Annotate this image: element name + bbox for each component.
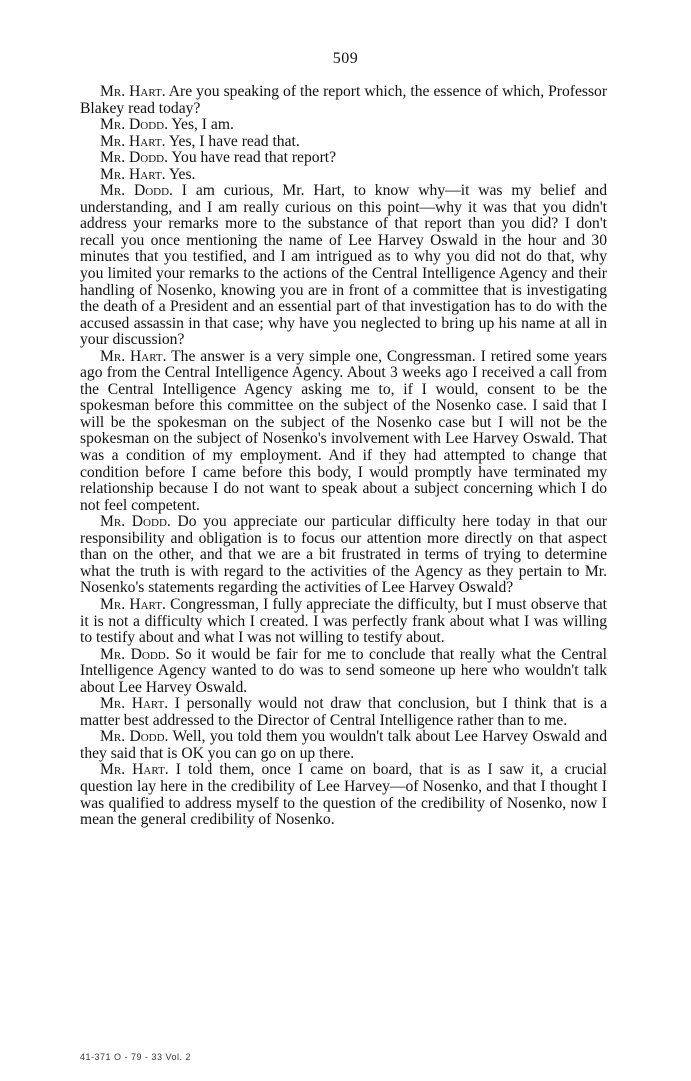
transcript-paragraph [80,167,607,184]
speaker-name: Mr. Dodd. [100,182,173,200]
speech-text: Yes. [165,165,196,183]
speaker-name: Mr. Hart. [100,132,166,150]
transcript-paragraph [80,349,607,514]
testimony-transcript [80,84,607,829]
speaker-name: Mr. Dodd. [100,513,171,531]
transcript-paragraph [80,647,607,697]
speech-text: Well, you told them you wouldn't talk about Lee Harvey Oswald and they said that is OK you can go on up there. [80,728,607,762]
speaker-name: Mr. Dodd. [100,149,168,167]
speech-text: Are you speaking of the report which, the essence of which, Professor Blakey read today? [80,83,608,117]
transcript-paragraph [80,134,607,151]
speech-text: I told them, once I came on board, that is as I saw it, a crucial question lay here in the credibility of Lee Harvey—of Nosenko, and that I thought I was qualified to address myself to the question of the credibility of Nosenko, now I mean the general credibility of Nosenko. [80,761,608,829]
speaker-name: Mr. Hart. [100,695,169,713]
speech-text: Yes, I have read that. [165,132,300,150]
transcript-paragraph [80,117,607,134]
speaker-name: Mr. Hart. [100,165,166,183]
transcript-paragraph [80,514,607,597]
transcript-paragraph [80,762,607,828]
speech-text: Congressman, I fully appreciate the difficulty, but I must observe that it is not a difficulty which I created. I was perfectly frank about what I was willing to testify about and what I was not willing to testify about. [80,595,607,647]
transcript-paragraph [80,84,607,117]
speech-text: You have read that report? [168,149,337,167]
print-code: 41-371 O - 79 - 33 Vol. 2 [80,1052,192,1062]
transcript-paragraph [80,597,607,647]
page-number: 509 [332,50,359,67]
speaker-name: Mr. Dodd. [100,645,170,663]
speaker-name: Mr. Dodd. [100,728,169,746]
speaker-name: Mr. Hart. [100,347,167,365]
transcript-paragraph [80,150,607,167]
speech-text: I am curious, Mr. Hart, to know why—it was my belief and understanding, and I am really curious on this point—why it was that you didn't address your remarks more to the substance of that report than you did? I don't recall you once mentioning the name of Lee Harvey Oswald in the hour and 30 minutes that you testified, and I am intrigued as to why you did not do that, why you limited your remarks to the actions of the Central Intelligence Agency and their handling of Nosenko, knowing you are in front of a committee that is investigating the death of a President and an essential part of that investigation has to do with the accused assassin in that case; why have you neglected to bring up his name at all in your discussion? [80,182,607,349]
speaker-name: Mr. Hart. [100,761,169,779]
speech-text: Yes, I am. [168,116,234,134]
speech-text: So it would be fair for me to conclude that really what the Central Intelligence Agency wanted to do was to send someone up here who wouldn't talk about Lee Harvey Oswald. [80,645,607,696]
transcript-paragraph [80,729,607,762]
transcript-paragraph [80,183,607,348]
speech-text: I personally would not draw that conclusion, but I think that is a matter best addressed to the Director of Central Intelligence rather than to me. [80,695,607,729]
speaker-name: Mr. Hart. [100,83,166,100]
speech-text: Do you appreciate our particular difficulty here today in that our responsibility and obligation is to focus our attention more directly on that aspect than on the other, and that we are a bit frustrated in terms of trying to determine what the truth is with regard to the activities of the Agency as they pertain to Mr. Nosenko's statements regarding the activities of Lee Harvey Oswald? [80,513,607,597]
speaker-name: Mr. Hart. [100,595,166,613]
speech-text: The answer is a very simple one, Congressman. I retired some years ago from the Central Intelligence Agency. About 3 weeks ago I received a call from the Central Intelligence Agency asking me to, if I would, consent to be the spokesman before this committee on the subject of the Nosenko case. I said that I will be the spokesman on the subject of the Nosenko case but I will not be the spokesman on the subject of Nosenko's involvement with Lee Harvey Oswald. That was a condition of my employment. And if they had attempted to change that condition before I came before this body, I would promptly have terminated my relationship because I do not want to speak about a subject concerning which I do not feel competent. [80,347,608,514]
speaker-name: Mr. Dodd. [100,116,168,134]
transcript-paragraph [80,696,607,729]
